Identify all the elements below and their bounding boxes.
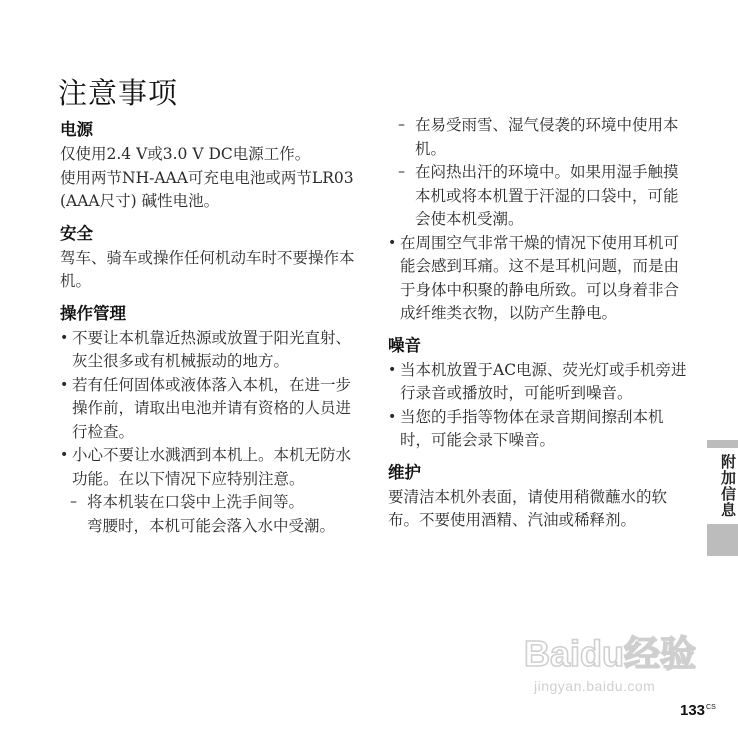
maintenance-text-1: 要清洁本机外表面，请使用稍微蘸水的软布。不要使用酒精、汽油或稀释剂。 xyxy=(388,487,668,529)
power-text-2: 使用两节NH-AAA可充电电池或两节LR03 (AAA尺寸) 碱性电池。 xyxy=(60,168,354,210)
handling-bullet-2: • 若有任何固体或液体落入本机，在进一步操作前，请取出电池并请有资格的人员进行检查。 xyxy=(60,374,360,445)
side-label: 附加信息 xyxy=(705,448,738,524)
noise-heading: 噪音 xyxy=(388,335,421,355)
section-safety xyxy=(60,222,360,294)
power-text-1: 仅使用2.4 V或3.0 V DC电源工作。 xyxy=(60,145,311,163)
handling-bullet-4: • 在周围空气非常干燥的情况下使用耳机可能会感到耳痛。这不是耳机问题，而是由于身体中积聚的静电所致。可以身着非合成纤维类衣物，以防产生静电。 xyxy=(388,232,688,326)
watermark-logo-text: Baidu经验 xyxy=(524,633,697,674)
handling-heading: 操作管理 xyxy=(60,303,126,323)
section-handling xyxy=(60,302,360,539)
page-number xyxy=(680,702,716,719)
noise-bullet-1: • 当本机放置于AC电源、荧光灯或手机旁进行录音或播放时，可能听到噪音。 xyxy=(388,359,688,406)
section-noise xyxy=(388,334,688,453)
watermark-url: jingyan.baidu.com xyxy=(534,678,656,694)
maintenance-heading: 维护 xyxy=(388,462,421,482)
page-number-suffix: CS xyxy=(706,704,716,711)
watermark xyxy=(520,628,730,698)
handling-dash-3: – 在闷热出汗的环境中。如果用湿手触摸本机或将本机置于汗湿的口袋中，可能会使本机受潮。 xyxy=(388,161,688,232)
handling-dash-1: – 将本机装在口袋中上洗手间等。 xyxy=(60,491,360,515)
section-power xyxy=(60,118,360,214)
right-column xyxy=(388,114,688,541)
page-title: 注意事项 xyxy=(58,76,179,111)
safety-heading: 安全 xyxy=(60,223,93,243)
left-column xyxy=(60,118,360,546)
safety-text-1: 驾车、骑车或操作任何机动车时不要操作本机。 xyxy=(60,248,355,290)
power-heading: 电源 xyxy=(60,120,93,139)
handling-bullet-3: • 小心不要让水溅洒到本机上。本机无防水功能。在以下情况下应特别注意。 xyxy=(60,444,360,491)
section-handling-continued xyxy=(388,114,688,326)
noise-bullet-2: • 当您的手指等物体在录音期间擦刮本机时，可能会录下噪音。 xyxy=(388,406,688,453)
handling-dash-1-continued: 弯腰时，本机可能会落入水中受潮。 xyxy=(87,516,336,535)
section-maintenance xyxy=(388,461,688,533)
page-number-value: 133 xyxy=(680,702,706,719)
baidu-paw-logo-icon xyxy=(520,628,730,678)
handling-bullet-1: • 不要让本机靠近热源或放置于阳光直射、灰尘很多或有机械振动的地方。 xyxy=(60,327,360,374)
handling-dash-2: – 在易受雨雪、湿气侵袭的环境中使用本机。 xyxy=(388,114,688,161)
